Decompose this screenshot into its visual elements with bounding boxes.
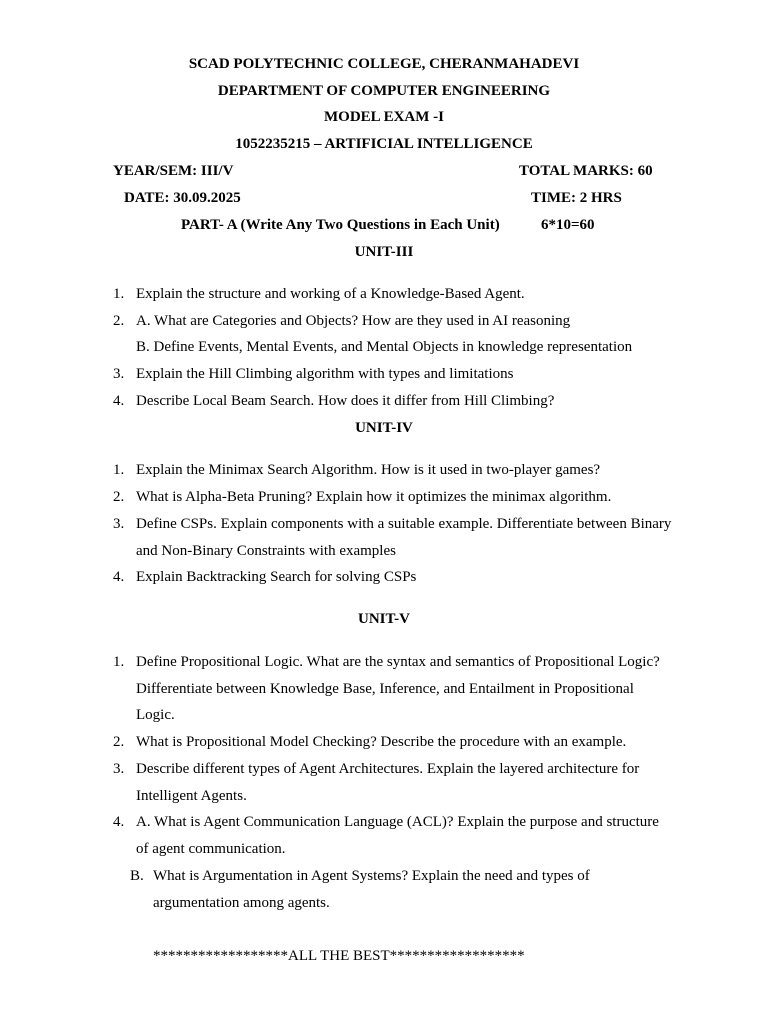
unit3-q2-number: 2. bbox=[113, 313, 125, 329]
exam-title: MODEL EXAM -I bbox=[324, 109, 444, 125]
unit5-q4a-line2: of agent communication. bbox=[136, 841, 286, 857]
unit5-q1-line1: Define Propositional Logic. What are the syntax and semantics of Propositional Logic? bbox=[136, 654, 660, 670]
unit3-q3-number: 3. bbox=[113, 366, 125, 382]
unit5-q4-number: 4. bbox=[113, 814, 125, 830]
unit3-q4: Describe Local Beam Search. How does it differ from Hill Climbing? bbox=[136, 393, 555, 409]
unit5-q3-line2: Intelligent Agents. bbox=[136, 788, 247, 804]
unit5-title: UNIT-V bbox=[358, 611, 410, 627]
unit3-q3: Explain the Hill Climbing algorithm with types and limitations bbox=[136, 366, 514, 382]
unit4-q3-line2: and Non-Binary Constraints with examples bbox=[136, 543, 396, 559]
unit4-q1: Explain the Minimax Search Algorithm. How is it used in two-player games? bbox=[136, 462, 601, 478]
unit3-q4-number: 4. bbox=[113, 393, 125, 409]
exam-date: DATE: 30.09.2025 bbox=[124, 190, 241, 206]
unit5-q4b-line1: What is Argumentation in Agent Systems? Explain the need and types of bbox=[153, 868, 590, 884]
unit3-title: UNIT-III bbox=[354, 244, 414, 260]
college-name: SCAD POLYTECHNIC COLLEGE, CHERANMAHADEVI bbox=[188, 56, 580, 72]
unit3-q2b: B. Define Events, Mental Events, and Mental Objects in knowledge representation bbox=[136, 339, 633, 355]
unit3-q2a: A. What are Categories and Objects? How are they used in AI reasoning bbox=[136, 313, 571, 329]
unit4-q1-number: 1. bbox=[113, 462, 125, 478]
exam-time: TIME: 2 HRS bbox=[531, 190, 622, 206]
unit4-q4-number: 4. bbox=[113, 569, 125, 585]
unit4-q2: What is Alpha-Beta Pruning? Explain how it optimizes the minimax algorithm. bbox=[136, 489, 612, 505]
unit5-q2-number: 2. bbox=[113, 734, 125, 750]
department-name: DEPARTMENT OF COMPUTER ENGINEERING bbox=[217, 83, 551, 99]
unit5-q1-line3: Logic. bbox=[136, 707, 175, 723]
part-a-marks: 6*10=60 bbox=[541, 217, 595, 233]
unit5-q4b-label: B. bbox=[130, 868, 144, 884]
unit5-q4b-line2: argumentation among agents. bbox=[153, 895, 330, 911]
course-title: 1052235215 – ARTIFICIAL INTELLIGENCE bbox=[235, 136, 533, 152]
total-marks: TOTAL MARKS: 60 bbox=[519, 163, 653, 179]
unit4-q4: Explain Backtracking Search for solving CSPs bbox=[136, 569, 417, 585]
unit3-q1: Explain the structure and working of a Knowledge-Based Agent. bbox=[136, 286, 525, 302]
closing-message: ******************ALL THE BEST****************** bbox=[153, 948, 525, 964]
unit4-q2-number: 2. bbox=[113, 489, 125, 505]
unit5-q3-number: 3. bbox=[113, 761, 125, 777]
unit4-title: UNIT-IV bbox=[355, 420, 413, 436]
unit4-q3-number: 3. bbox=[113, 516, 125, 532]
unit5-q1-line2: Differentiate between Knowledge Base, Inference, and Entailment in Propositional bbox=[136, 681, 634, 697]
part-a-instruction: PART- A (Write Any Two Questions in Each Unit) bbox=[181, 217, 500, 233]
unit4-q3-line1: Define CSPs. Explain components with a suitable example. Differentiate between Binary bbox=[136, 516, 672, 532]
year-sem: YEAR/SEM: III/V bbox=[113, 163, 234, 179]
unit5-q2: What is Propositional Model Checking? Describe the procedure with an example. bbox=[136, 734, 627, 750]
unit5-q1-number: 1. bbox=[113, 654, 125, 670]
unit3-q1-number: 1. bbox=[113, 286, 125, 302]
unit5-q3-line1: Describe different types of Agent Architectures. Explain the layered architecture for bbox=[136, 761, 640, 777]
unit5-q4a-line1: A. What is Agent Communication Language (ACL)? Explain the purpose and structure bbox=[136, 814, 659, 830]
